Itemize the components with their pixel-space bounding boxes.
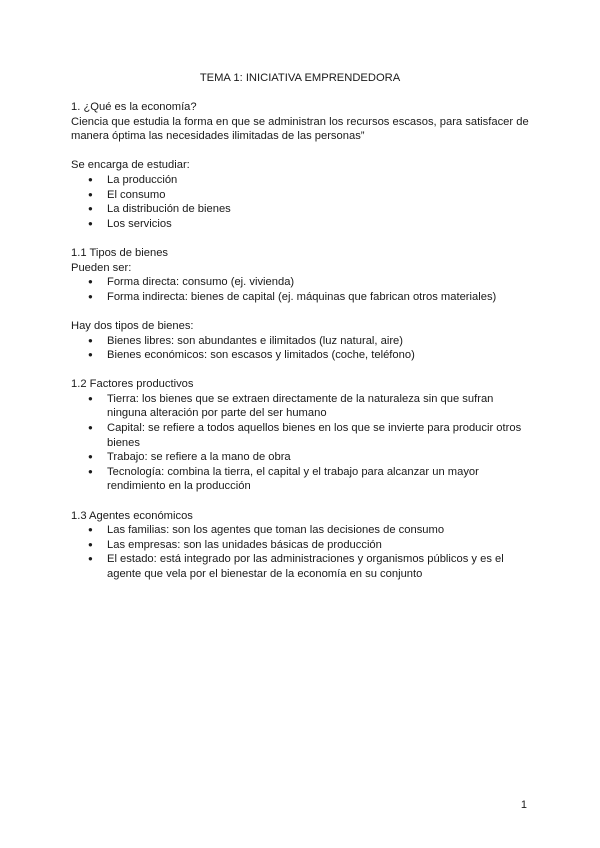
list-item: ● Forma indirecta: bienes de capital (ej. máquinas que fabrican otros materiales) [71,290,531,305]
bullet-list-tipos [71,334,531,363]
bullet-list-formas [71,275,531,304]
list-item: ● La distribución de bienes [71,202,531,217]
section-heading-factores: 1.2 Factores productivos [71,378,194,391]
page-number: 1 [520,799,527,811]
bullet-list-factores [71,392,531,494]
list-item: ● Trabajo: se refiere a la mano de obra [71,450,531,465]
list-item: ● Forma directa: consumo (ej. vivienda) [71,275,531,290]
list-item: ● Los servicios [71,217,531,232]
list-item: ● Capital: se refiere a todos aquellos bienes en los que se invierte para producir otros bienes [71,421,531,450]
section-heading-economia: 1. ¿Qué es la economía? [71,101,197,113]
section-heading-tipos-bienes: 1.1 Tipos de bienes [71,246,169,259]
list-item: ● Bienes económicos: son escasos y limitados (coche, teléfono) [71,348,531,363]
section-intro: Pueden ser: [71,261,132,274]
list-item: ● Las empresas: son las unidades básicas de producción [71,538,531,553]
bullet-list-estudio [71,173,531,231]
document-title: TEMA 1: INICIATIVA EMPRENDEDORA [199,72,401,84]
bullet-list-agentes [71,523,531,581]
section-intro: Se encarga de estudiar: [71,159,190,172]
list-item: ● El consumo [71,188,531,203]
list-item: ● Las familias: son los agentes que toman las decisiones de consumo [71,523,531,538]
list-item: ● Tecnología: combina la tierra, el capital y el trabajo para alcanzar un mayor rendimiento en la producción [71,465,531,494]
document-body [71,100,531,582]
list-item: ● El estado: está integrado por las administraciones y organismos públicos y es el agente que vela por el bienestar de la economía en su conjunto [71,552,531,581]
list-item: ● Tierra: los bienes que se extraen directamente de la naturaleza sin que sufran ninguna alteración por parte del ser humano [71,392,531,421]
list-item: ● La producción [71,173,531,188]
list-item: ● Bienes libres: son abundantes e ilimitados (luz natural, aire) [71,334,531,349]
definition-text: Ciencia que estudia la forma en que se administran los recursos escasos, para satisfacer de manera óptima las necesidades ilimitadas de las personas” [71,115,529,143]
section-heading-agentes: 1.3 Agentes económicos [71,509,193,522]
section-intro: Hay dos tipos de bienes: [71,319,194,332]
